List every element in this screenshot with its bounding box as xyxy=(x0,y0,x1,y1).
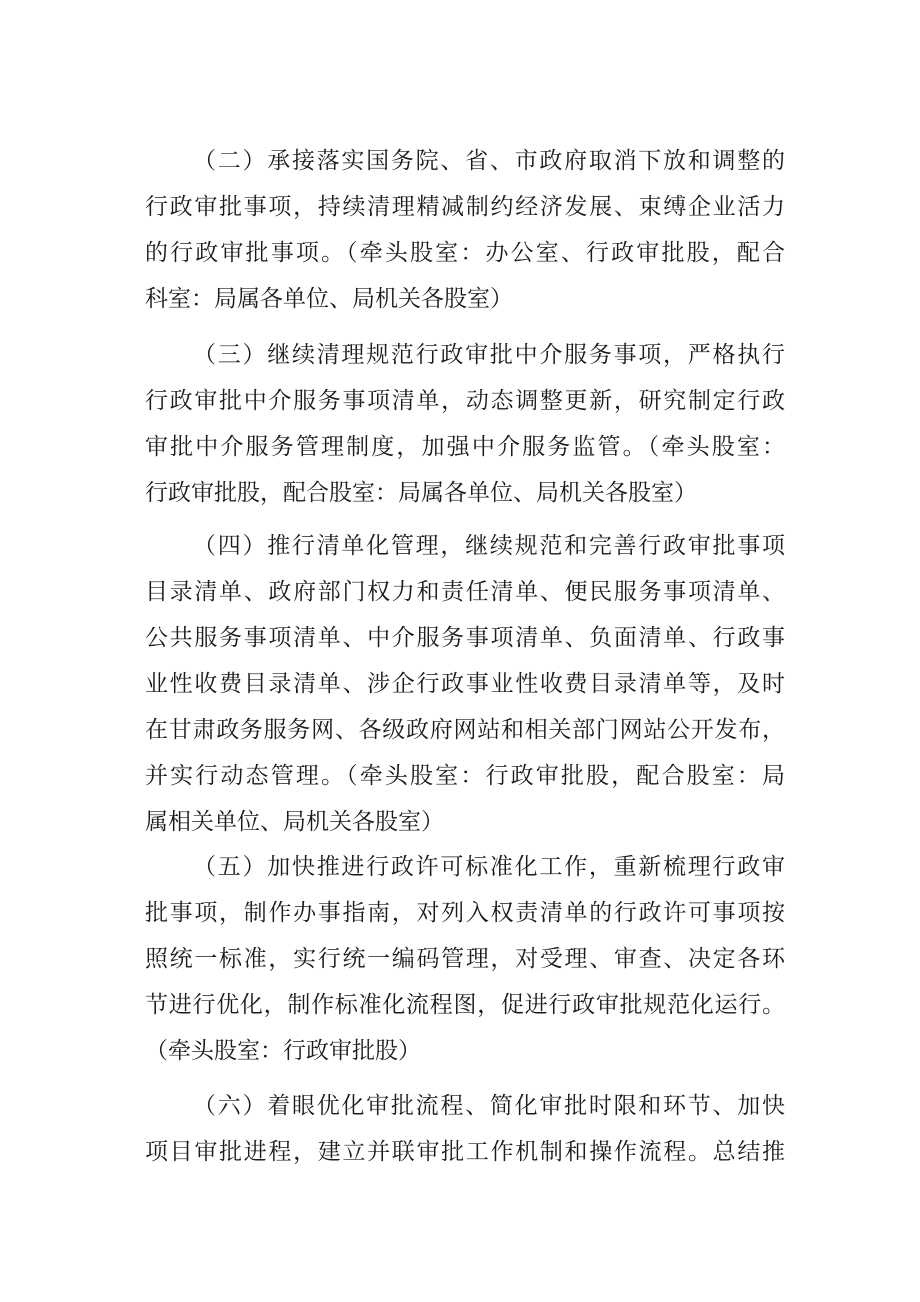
text-line: （二）承接落实国务院、省、市政府取消下放和调整的 xyxy=(193,148,785,174)
text-line: 行政审批股，配合股室：局属各单位、局机关各股室） xyxy=(145,480,697,506)
text-line: 项目审批进程，建立并联审批工作机制和操作流程。总结推 xyxy=(145,1139,785,1165)
text-line: 行政审批中介服务事项清单，动态调整更新，研究制定行政 xyxy=(145,388,785,414)
text-line: 科室：局属各单位、局机关各股室） xyxy=(145,286,513,312)
text-line: 照统一标准，实行统一编码管理，对受理、审查、决定各环 xyxy=(145,946,785,972)
text-line: 节进行优化，制作标准化流程图，促进行政审批规范化运行。 xyxy=(145,992,785,1018)
text-line: 行政审批事项，持续清理精减制约经济发展、束缚企业活力 xyxy=(145,194,785,220)
text-line: （六）着眼优化审批流程、简化审批时限和环节、加快 xyxy=(193,1093,785,1119)
text-line: （三）继续清理规范行政审批中介服务事项，严格执行 xyxy=(193,342,785,368)
text-line: 并实行动态管理。（牵头股室：行政审批股，配合股室：局 xyxy=(145,763,785,789)
text-line: （五）加快推进行政许可标准化工作，重新梳理行政审 xyxy=(193,854,785,880)
text-line: 业性收费目录清单、涉企行政事业性收费目录清单等，及时 xyxy=(145,671,785,697)
text-line: （牵头股室：行政审批股） xyxy=(145,1038,421,1064)
text-line: （四）推行清单化管理，继续规范和完善行政审批事项 xyxy=(193,533,785,559)
text-line: 批事项，制作办事指南，对列入权责清单的行政许可事项按 xyxy=(145,900,785,926)
text-line: 的行政审批事项。（牵头股室：办公室、行政审批股，配合 xyxy=(145,240,785,266)
text-line: 目录清单、政府部门权力和责任清单、便民服务事项清单、 xyxy=(145,579,785,605)
text-line: 公共服务事项清单、中介服务事项清单、负面清单、行政事 xyxy=(145,625,785,651)
text-line: 在甘肃政务服务网、各级政府网站和相关部门网站公开发布， xyxy=(145,717,785,743)
text-line: 属相关单位、局机关各股室） xyxy=(145,809,444,835)
text-line: 审批中介服务管理制度，加强中介服务监管。（牵头股室： xyxy=(145,434,785,460)
